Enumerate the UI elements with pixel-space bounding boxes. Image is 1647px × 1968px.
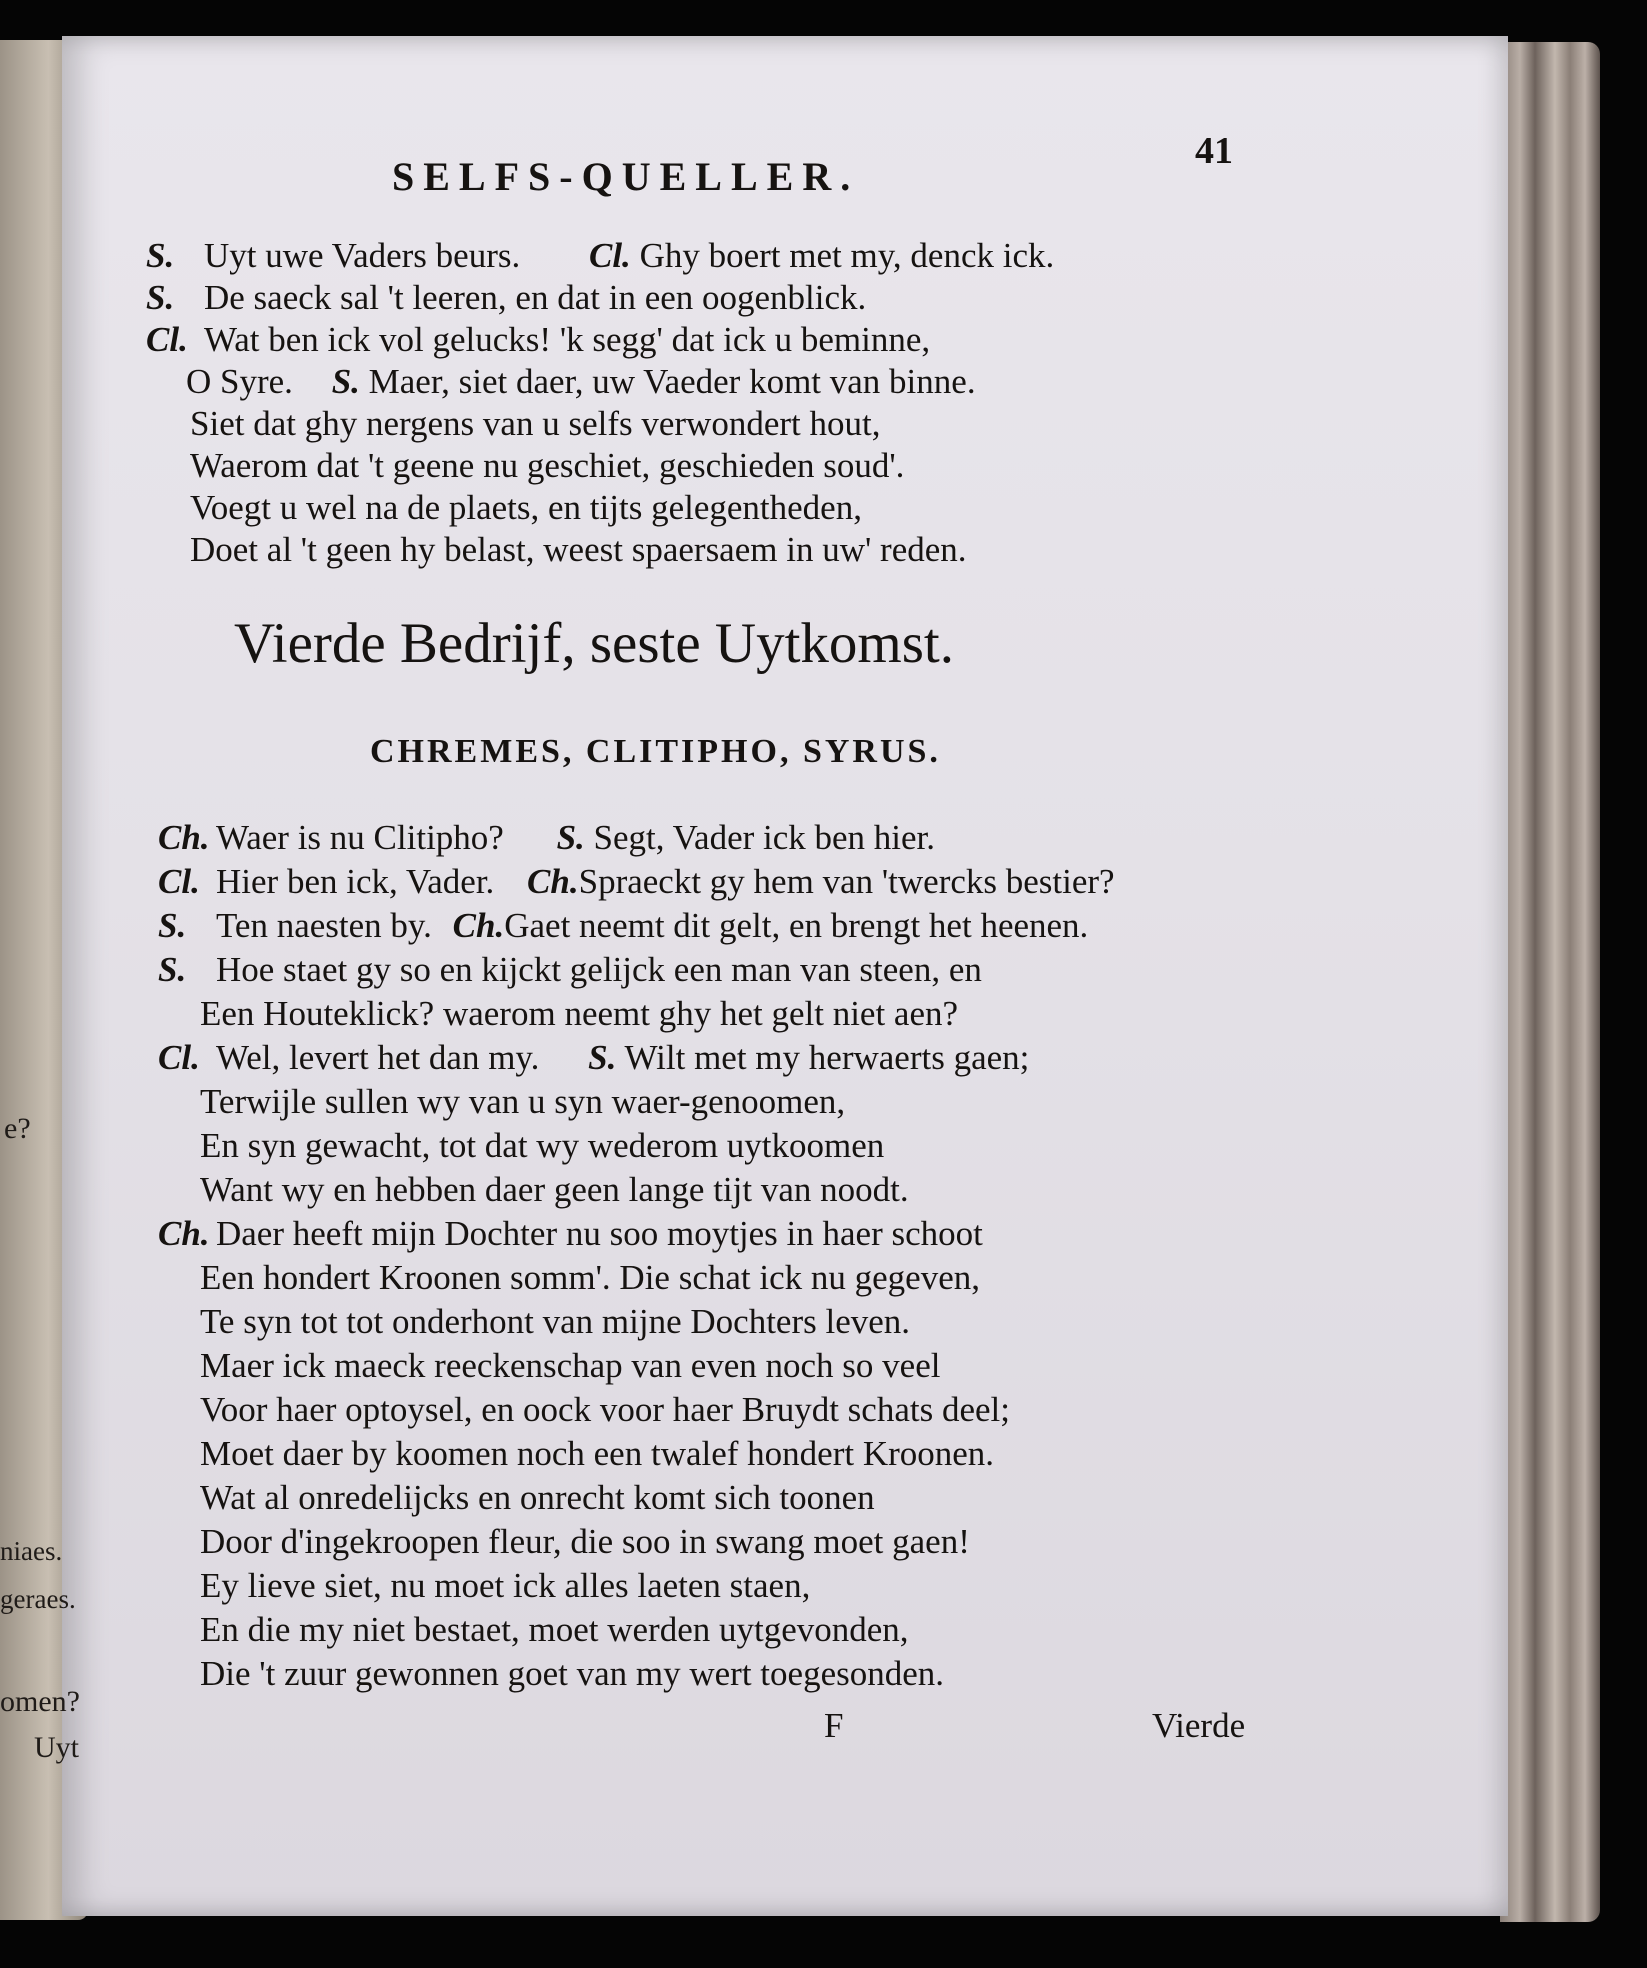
- line-text: Siet dat ghy nergens van u selfs verwondert hout,: [190, 404, 881, 443]
- dialogue-line: [200, 1656, 944, 1691]
- line-text: Ghy boert met my, denck ick.: [639, 236, 1055, 275]
- catchword: Vierde: [1152, 1706, 1246, 1745]
- dialogue-line: [146, 280, 866, 315]
- line-text: Voegt u wel na de plaets, en tijts gelegentheden,: [190, 488, 862, 527]
- speaker-label: Cl.: [158, 1038, 200, 1077]
- speaker-label: S.: [588, 1038, 617, 1077]
- speaker-label: Ch.: [452, 906, 505, 945]
- dialogue-line: [200, 1260, 980, 1295]
- line-text: Segt, Vader ick ben hier.: [593, 818, 936, 857]
- line-text: Te syn tot tot onderhont van mijne Dochters leven.: [200, 1302, 911, 1341]
- left-margin-fragment: e?: [4, 1112, 31, 1145]
- dialogue-line: [158, 864, 1115, 899]
- speaker-label: Ch.: [527, 862, 579, 901]
- dialogue-line: [200, 1172, 909, 1207]
- speaker-label: S.: [331, 362, 360, 401]
- line-text: Maer, siet daer, uw Vaeder komt van binne.: [368, 362, 976, 401]
- line-text: Wilt met my herwaerts gaen;: [624, 1038, 1030, 1077]
- line-text: En syn gewacht, tot dat wy wederom uytkoomen: [200, 1126, 885, 1165]
- dialogue-line: [146, 238, 1054, 273]
- dialogue-line: [200, 1612, 909, 1647]
- line-text: Door d'ingekroopen fleur, die soo in swang moet gaen!: [200, 1522, 970, 1561]
- dialogue-line: [200, 1128, 884, 1163]
- line-text: Want wy en hebben daer geen lange tijt van noodt.: [200, 1170, 909, 1209]
- speaker-label: Cl.: [588, 236, 631, 275]
- character-list: CHREMES, CLITIPHO, SYRUS.: [370, 733, 941, 770]
- dialogue-line: [200, 1524, 970, 1559]
- speaker-label: Cl.: [158, 862, 200, 901]
- line-text: Terwijle sullen wy van u syn waer-genoomen,: [200, 1082, 846, 1121]
- left-margin-fragment: niaes.: [0, 1536, 63, 1566]
- dialogue-line: [158, 1216, 983, 1251]
- speaker-label: Ch.: [158, 1214, 210, 1253]
- dialogue-line: [200, 1568, 810, 1603]
- line-text: En die my niet bestaet, moet werden uytgevonden,: [200, 1610, 909, 1649]
- right-page-edges: [1500, 42, 1600, 1922]
- line-text: Maer ick maeck reeckenschap van even noch so veel: [200, 1346, 941, 1385]
- dialogue-line: [200, 1348, 940, 1383]
- dialogue-line: [158, 908, 1088, 943]
- line-text: Wel, levert het dan my.: [216, 1038, 540, 1077]
- line-text: Ey lieve siet, nu moet ick alles laeten staen,: [200, 1566, 811, 1605]
- dialogue-line: [158, 1040, 1029, 1075]
- dialogue-line: [200, 1304, 910, 1339]
- line-text: Hier ben ick, Vader.: [216, 862, 495, 901]
- line-text: Daer heeft mijn Dochter nu soo moytjes in haer schoot: [216, 1214, 983, 1253]
- dialogue-line: [186, 364, 976, 399]
- line-text: De saeck sal 't leeren, en dat in een oogenblick.: [204, 278, 867, 317]
- line-text: Waer is nu Clitipho?: [216, 818, 504, 857]
- line-text: Voor haer optoysel, en oock voor haer Bruydt schats deel;: [200, 1390, 1010, 1429]
- dialogue-line: [158, 820, 935, 855]
- dialogue-line: [200, 1084, 845, 1119]
- line-text: Ten naesten by.: [216, 906, 432, 945]
- page-number: 41: [1195, 130, 1233, 172]
- speaker-label: S.: [146, 236, 175, 275]
- speaker-label: S.: [158, 950, 187, 989]
- line-text: Gaet neemt dit gelt, en brengt het heenen.: [504, 906, 1089, 945]
- dialogue-line: [190, 406, 880, 441]
- left-margin-fragment: geraes.: [0, 1584, 76, 1614]
- line-text: Doet al 't geen hy belast, weest spaersaem in uw' reden.: [190, 530, 967, 569]
- line-text: Die 't zuur gewonnen goet van my wert toegesonden.: [200, 1654, 945, 1693]
- line-text: Waerom dat 't geene nu geschiet, geschieden soud'.: [190, 446, 905, 485]
- line-text: Een hondert Kroonen somm'. Die schat ick nu gegeven,: [200, 1258, 980, 1297]
- line-text: Een Houteklick? waerom neemt ghy het gelt niet aen?: [200, 994, 959, 1033]
- speaker-label: Ch.: [158, 818, 210, 857]
- dialogue-line: [146, 322, 930, 357]
- dialogue-line: [190, 490, 862, 525]
- dialogue-line: [200, 1436, 994, 1471]
- left-margin-fragment: Uyt: [34, 1731, 79, 1764]
- dialogue-line: [190, 532, 967, 567]
- speaker-label: Cl.: [146, 320, 188, 359]
- speaker-label: S.: [556, 818, 585, 857]
- dialogue-line: [158, 952, 982, 987]
- line-text: Hoe staet gy so en kijckt gelijck een man van steen, en: [216, 950, 982, 989]
- dialogue-line: [200, 1480, 875, 1515]
- section-title: Vierde Bedrijf, seste Uytkomst.: [234, 612, 955, 675]
- signature-mark: F: [824, 1706, 844, 1745]
- dialogue-line: [200, 1392, 1010, 1427]
- line-text: O Syre.: [186, 362, 293, 401]
- line-text: Wat al onredelijcks en onrecht komt sich toonen: [200, 1478, 875, 1517]
- line-text: Spraeckt gy hem van 'twercks bestier?: [578, 862, 1115, 901]
- dialogue-line: [200, 996, 958, 1031]
- line-text: Uyt uwe Vaders beurs.: [204, 236, 521, 275]
- left-margin-fragment: omen?: [0, 1685, 80, 1718]
- dialogue-line: [190, 448, 904, 483]
- line-text: Wat ben ick vol gelucks! 'k segg' dat ick u beminne,: [204, 320, 931, 359]
- speaker-label: S.: [158, 906, 187, 945]
- running-title: SELFS-QUELLER.: [392, 154, 860, 199]
- line-text: Moet daer by koomen noch een twalef hondert Kroonen.: [200, 1434, 995, 1473]
- speaker-label: S.: [146, 278, 175, 317]
